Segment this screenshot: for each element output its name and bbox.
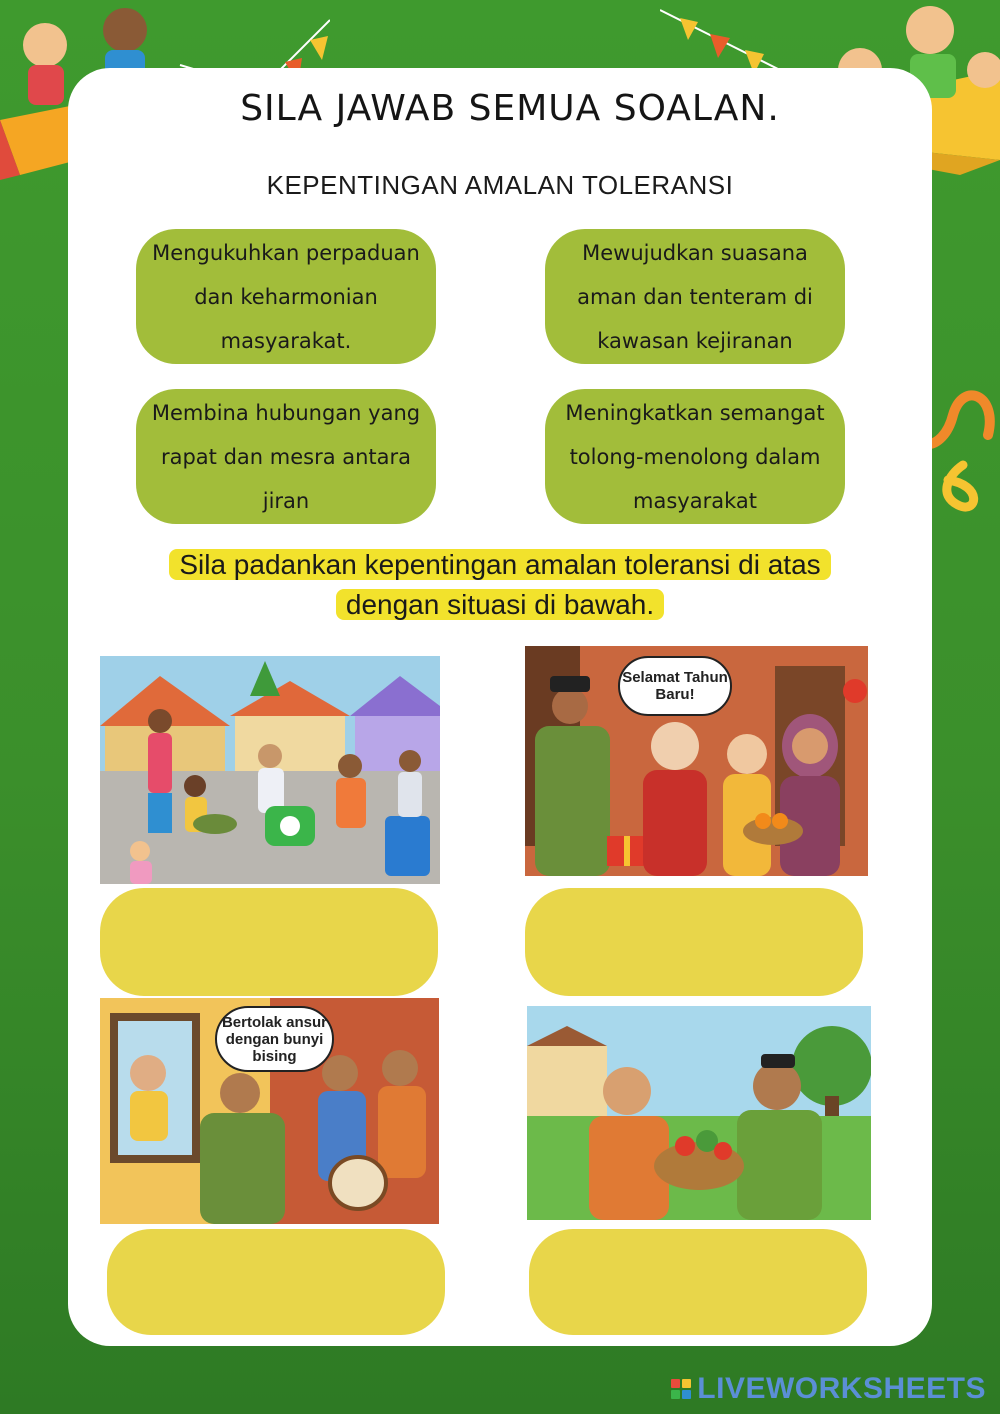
page-title: SILA JAWAB SEMUA SOALAN. — [240, 88, 780, 129]
option-text: Mewujudkan suasana aman dan tenteram di kawasan kejiranan — [577, 240, 813, 353]
answer-box-2[interactable] — [525, 888, 863, 996]
scene-sharing-vegetables — [527, 1006, 871, 1220]
section-subtitle: KEPENTINGAN AMALAN TOLERANSI — [266, 170, 734, 200]
brand-name: LIVEWORKSHEETS — [697, 1372, 986, 1405]
liveworksheets-logo — [671, 1372, 986, 1406]
option-text: Meningkatkan semangat tolong-menolong dalam masyarakat — [565, 400, 825, 513]
option-pill-1[interactable] — [136, 229, 436, 364]
answer-box-4[interactable] — [529, 1229, 867, 1335]
answer-box-3[interactable] — [107, 1229, 445, 1335]
instruction-text: Sila padankan kepentingan amalan toleransi di atas dengan situasi di bawah. — [140, 545, 860, 625]
scene-community-cleanup — [100, 656, 440, 884]
liveworksheets-icon — [671, 1379, 691, 1399]
scene-festive-visit — [525, 646, 868, 876]
speech-bubble: Bertolak ansur dengan bunyi bising — [215, 1006, 334, 1072]
community-cleanup-illustration — [100, 656, 440, 884]
option-pill-3[interactable] — [136, 389, 436, 524]
sharing-vegetables-illustration — [527, 1006, 871, 1220]
option-text: Mengukuhkan perpaduan dan keharmonian masyarakat. — [152, 240, 420, 353]
option-pill-2[interactable] — [545, 229, 845, 364]
option-text: Membina hubungan yang rapat dan mesra antara jiran — [151, 400, 421, 513]
speech-bubble: Selamat Tahun Baru! — [618, 656, 732, 716]
option-pill-4[interactable] — [545, 389, 845, 524]
scene-drumming-neighbours — [100, 998, 439, 1224]
answer-box-1[interactable] — [100, 888, 438, 996]
